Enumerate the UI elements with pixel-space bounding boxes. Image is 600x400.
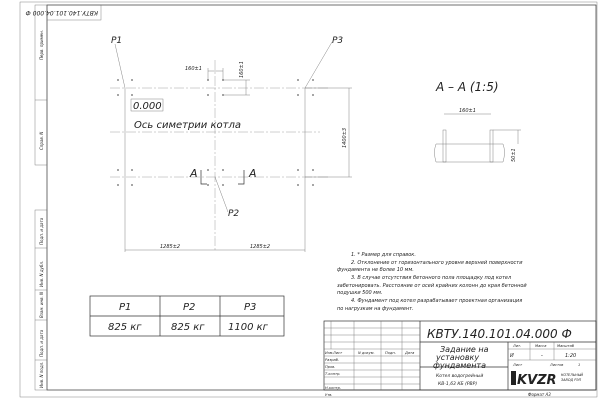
doc-name: фундамента <box>433 361 486 370</box>
col-doc: N докум. <box>358 351 375 355</box>
load-header: P1 <box>119 302 132 313</box>
col-date: Дата <box>405 351 415 355</box>
logo-text: KVZR <box>517 373 557 388</box>
col-izm: Изм. <box>325 351 334 355</box>
load-header: P2 <box>183 302 196 313</box>
product: КВ-1,63 КБ (РВР) <box>438 382 478 387</box>
lit-value: И <box>510 353 514 359</box>
col-list: Лист <box>333 351 343 355</box>
side-stamp <box>35 5 47 390</box>
scale-value: 1:20 <box>565 353 577 359</box>
dim-right: 1285±2 <box>250 244 271 250</box>
note-line: забетонировать. Расстояние от осей крайних колонн до края бетонной <box>337 283 527 289</box>
sheets-value: 1 <box>578 363 581 367</box>
leader-p1: P1 <box>111 36 123 46</box>
side-label: Перв. примен. <box>39 29 44 60</box>
axis-label: Ось симетрии котла <box>134 120 241 131</box>
company: КОТЕЛЬНЫЙ <box>561 373 584 377</box>
load-value: 1100 кг <box>228 322 268 333</box>
side-label: Справ. N <box>39 131 44 150</box>
section-width-dim: 160±1 <box>459 108 476 114</box>
scale-label: Масштаб <box>557 344 575 348</box>
note-line: 4. Фундамент под котел разрабатывает проектная организация <box>351 298 523 304</box>
format-label: Формат А3 <box>528 392 551 397</box>
section-mark-right: А <box>249 167 257 180</box>
dim-gap-h: 160±1 <box>185 66 202 72</box>
note-line: 3. В случае отсутствия бетонного пола площадку под котел <box>351 275 512 281</box>
note-line: 1. * Размер для справок. <box>351 252 416 258</box>
row-label: Н.контр. <box>325 386 342 390</box>
side-label: Подп. и дата <box>39 329 44 357</box>
row-label: Т.контр. <box>325 372 341 376</box>
leader-p3: P3 <box>332 36 344 46</box>
dim-left: 1285±2 <box>160 244 181 250</box>
note-line: 2. Отклонение от горизонтального уровня верхней поверхности <box>351 260 523 266</box>
note-line: по нагрузкам на фундамент. <box>337 306 414 312</box>
loads-table <box>90 296 284 336</box>
row-label: Пров. <box>325 365 336 369</box>
rotated-designation: КВТУ.140.101.04.000 Ф <box>25 9 98 16</box>
title-block <box>324 321 596 397</box>
level-mark: 0.000 <box>133 101 162 112</box>
side-label: Инв. N дубл. <box>39 260 44 287</box>
dim-height: 1400±3 <box>342 127 348 148</box>
doc-name: Задание на <box>440 345 489 354</box>
sheets-label: Листов <box>550 363 564 367</box>
load-value: 825 кг <box>171 322 205 333</box>
side-label: Инв. N подл. <box>39 361 44 388</box>
company: ЗАВОД РЭП <box>561 378 582 382</box>
sheet-label: Лист <box>513 363 523 367</box>
leader-p2: P2 <box>228 209 240 219</box>
plan-view <box>110 36 352 252</box>
notes <box>337 252 527 312</box>
row-label: Утв. <box>325 393 333 397</box>
mass-label: Масса <box>535 344 547 348</box>
load-header: P3 <box>244 302 257 313</box>
kvzr-logo <box>511 371 557 388</box>
row-label: Разраб. <box>325 358 340 362</box>
mass-value: - <box>541 353 543 359</box>
section-view <box>435 80 522 162</box>
designation: КВТУ.140.101.04.000 Ф <box>427 327 572 341</box>
section-title: А – А (1:5) <box>436 80 499 94</box>
side-label: Взам. инв. N <box>39 292 44 318</box>
col-sign: Подп. <box>385 351 396 355</box>
section-mark-left: А <box>190 167 198 180</box>
load-value: 825 кг <box>108 322 142 333</box>
lit-label: Лит. <box>513 344 522 348</box>
dim-gap-v: 160±1 <box>239 61 245 78</box>
product: Котел водогрейный <box>436 374 484 379</box>
note-line: подушки 500 мм. <box>337 290 383 296</box>
section-depth-dim: 50±1 <box>511 148 517 162</box>
side-label: Подп. и дата <box>39 217 44 245</box>
note-line: фундамента не более 10 мм. <box>337 267 414 273</box>
doc-name: установку <box>436 353 480 362</box>
